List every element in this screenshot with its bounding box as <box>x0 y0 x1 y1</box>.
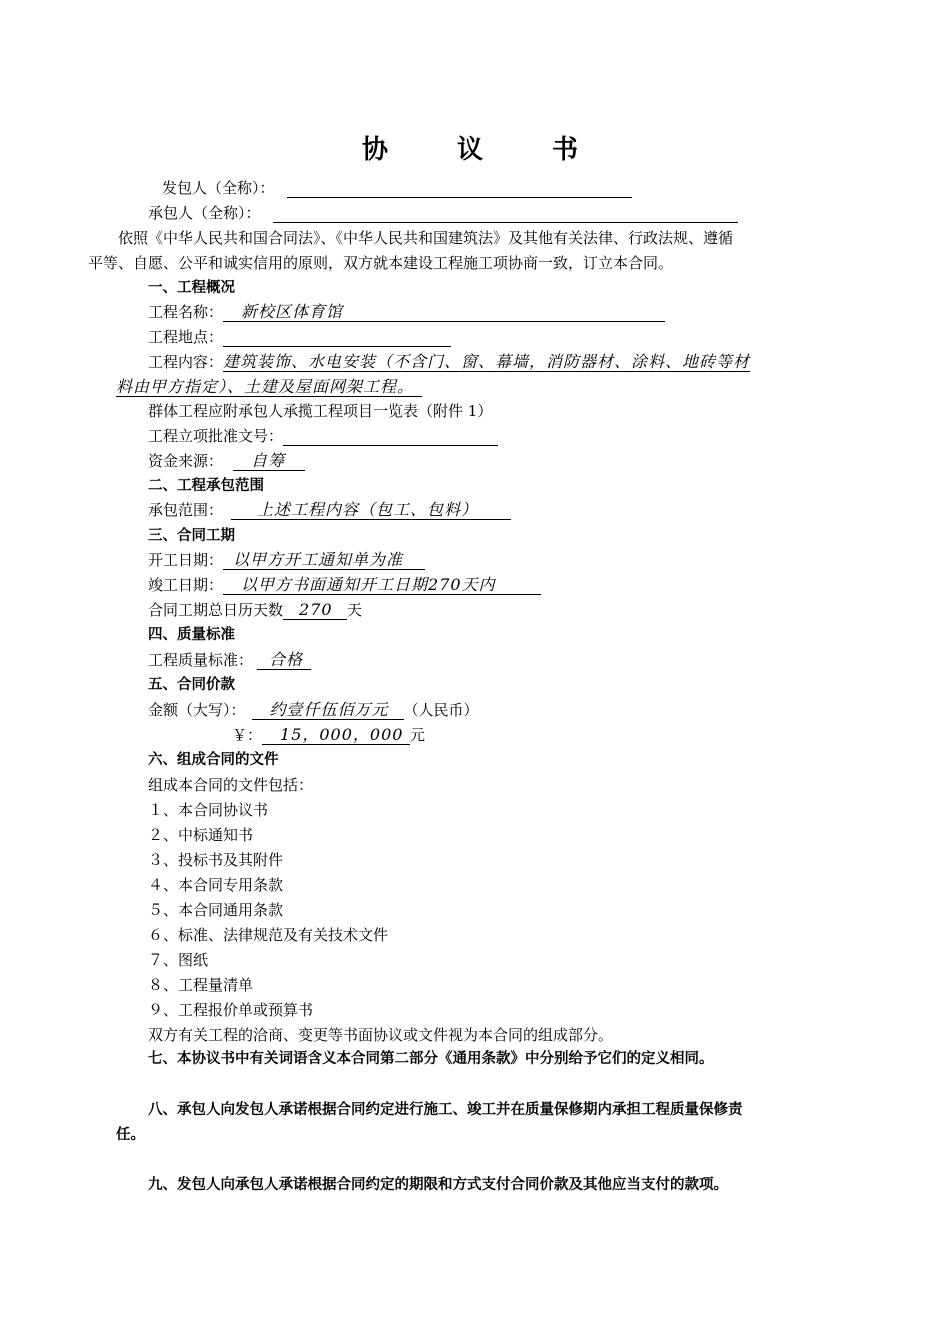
end-date-label: 竣工日期： <box>148 576 224 594</box>
end-date-field <box>223 575 541 595</box>
contractor-row <box>148 203 738 223</box>
yen-field <box>262 725 410 745</box>
project-content-value-2: 料由甲方指定）、土建及屋面网架工程。 <box>116 377 422 397</box>
start-date-field <box>223 550 425 570</box>
scope-field <box>231 500 511 520</box>
group-project-note: 群体工程应附承包人承揽工程项目一览表（附件 1） <box>148 402 493 420</box>
document-item: ４、本合同专用条款 <box>148 876 284 894</box>
project-location-blank <box>223 327 451 347</box>
project-location-label: 工程地点： <box>148 328 224 346</box>
approval-row <box>148 426 498 446</box>
document-item: ９、工程报价单或预算书 <box>148 1001 314 1019</box>
fund-source-value: 自筹 <box>251 451 286 470</box>
scope-label: 承包范围： <box>148 501 224 519</box>
contractor-blank <box>273 203 738 223</box>
quality-row <box>148 650 311 670</box>
document-item: ６、标准、法律规范及有关技术文件 <box>148 926 389 944</box>
quality-field <box>257 650 311 670</box>
section-2-heading: 二、工程承包范围 <box>148 478 264 494</box>
employer-blank <box>287 178 632 198</box>
section-3-heading: 三、合同工期 <box>148 528 235 544</box>
amount-currency: （人民币） <box>403 701 479 719</box>
fund-source-field <box>233 451 305 471</box>
amount-field <box>252 700 404 720</box>
yen-row <box>232 725 425 745</box>
documents-note: 双方有关工程的洽商、变更等书面协议或文件视为本合同的组成部分。 <box>148 1026 614 1044</box>
employer-row <box>162 178 632 198</box>
yen-label: ￥： <box>232 726 263 744</box>
start-date-value: 以甲方开工通知单为准 <box>233 550 404 569</box>
employer-label: 发包人（全称）： <box>162 179 275 197</box>
document-item: １、本合同协议书 <box>148 801 269 819</box>
duration-field <box>283 600 347 620</box>
document-item: ５、本合同通用条款 <box>148 901 284 919</box>
start-date-label: 开工日期： <box>148 551 224 569</box>
section-9: 九、发包人向承包人承诺根据合同约定的期限和方式支付合同价款及其他应当支付的款项。 <box>148 1177 728 1193</box>
section-1-heading: 一、工程概况 <box>148 280 235 296</box>
project-content-row-2 <box>116 377 422 397</box>
project-name-label: 工程名称： <box>148 303 224 321</box>
section-4-heading: 四、质量标准 <box>148 627 235 643</box>
section-6-heading: 六、组成合同的文件 <box>148 752 279 768</box>
project-name-row <box>148 302 665 322</box>
document-item: ７、图纸 <box>148 951 209 969</box>
project-content-label: 工程内容： <box>148 353 224 371</box>
start-date-row <box>148 550 425 570</box>
document-item: ８、工程量清单 <box>148 976 254 994</box>
amount-value: 约壹仟伍佰万元 <box>269 700 389 719</box>
duration-label: 合同工期总日历天数 <box>148 601 284 619</box>
project-content-value-1: 建筑装饰、水电安装（不含门、窗、幕墙，消防器材、涂料、地砖等材 <box>223 352 751 371</box>
document-item: ２、中标通知书 <box>148 826 254 844</box>
approval-blank <box>283 426 498 446</box>
amount-row <box>148 700 479 720</box>
intro-line-1: 依照《中华人民共和国合同法》、《中华人民共和国建筑法》及其他有关法律、行政法规、遵循 <box>118 229 734 247</box>
project-location-row <box>148 327 451 347</box>
fund-source-label: 资金来源： <box>148 452 224 470</box>
quality-value: 合格 <box>269 650 304 669</box>
end-date-value: 以甲方书面通知开工日期270天内 <box>241 575 496 594</box>
scope-row <box>148 500 511 520</box>
document-item: ３、投标书及其附件 <box>148 851 284 869</box>
section-5-heading: 五、合同价款 <box>148 677 235 693</box>
project-content-row <box>148 352 750 372</box>
duration-row <box>148 600 362 620</box>
yen-value: 15，000，000 <box>280 725 404 744</box>
contractor-label: 承包人（全称）： <box>148 204 261 222</box>
fund-source-row <box>148 451 305 471</box>
duration-unit: 天 <box>347 601 363 619</box>
yen-unit: 元 <box>410 726 426 744</box>
intro-line-2: 平等、自愿、公平和诚实信用的原则，双方就本建设工程施工项协商一致，订立本合同。 <box>88 254 674 272</box>
duration-value: 270 <box>299 600 333 619</box>
section-8-line-2: 任。 <box>116 1127 145 1143</box>
section-8-line-1: 八、承包人向发包人承诺根据合同约定进行施工、竣工并在质量保修期内承担工程质量保修责 <box>148 1102 743 1118</box>
project-name-value: 新校区体育馆 <box>241 302 344 321</box>
end-date-row <box>148 575 541 595</box>
documents-intro: 组成本合同的文件包括： <box>148 776 314 794</box>
approval-label: 工程立项批准文号： <box>148 427 284 445</box>
page-title: 协 议 书 <box>361 135 609 165</box>
section-7: 七、本协议书中有关词语含义本合同第二部分《通用条款》中分别给予它们的定义相同。 <box>148 1051 714 1067</box>
amount-label: 金额（大写）： <box>148 701 246 719</box>
quality-label: 工程质量标准： <box>148 651 254 669</box>
scope-value: 上述工程内容（包工、包料） <box>257 500 479 519</box>
project-name-field <box>223 302 665 322</box>
